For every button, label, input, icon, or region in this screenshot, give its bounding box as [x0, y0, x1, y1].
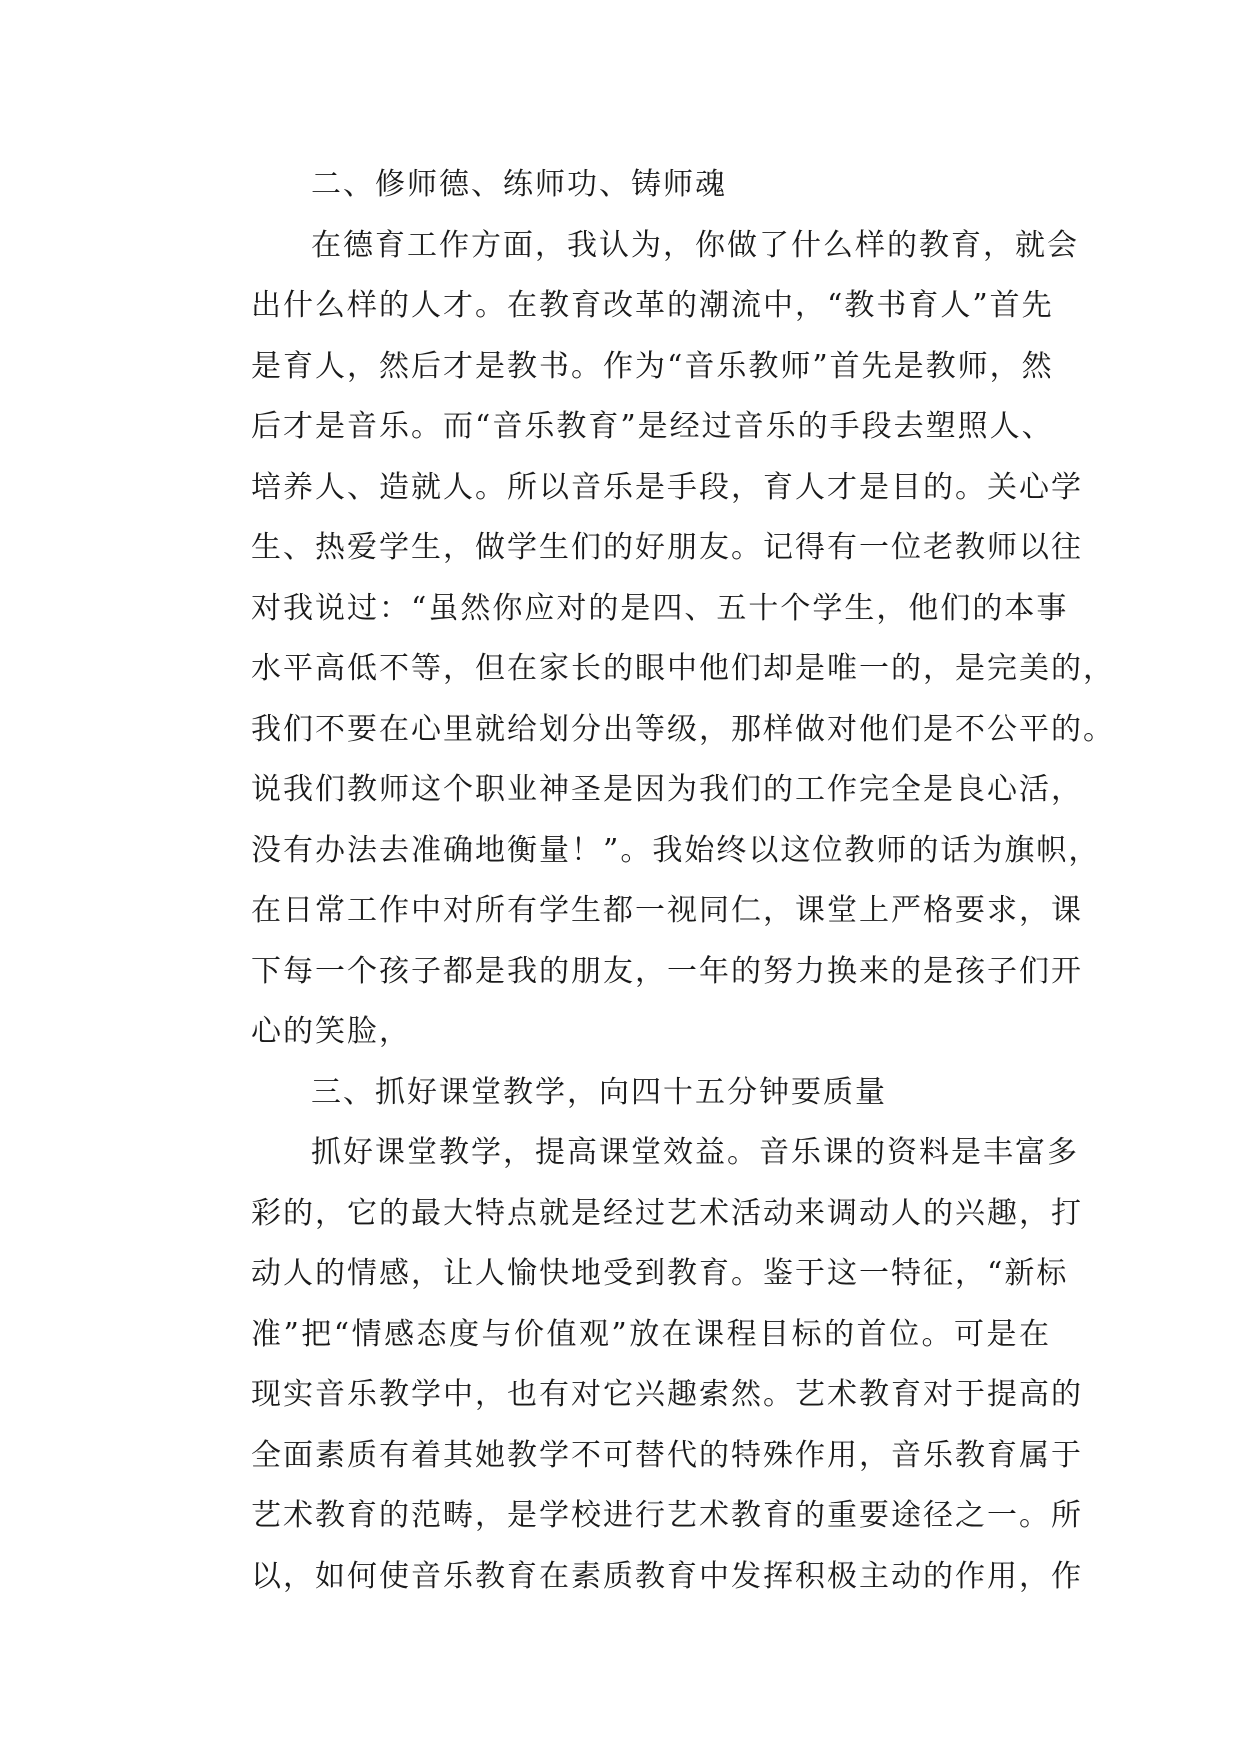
text-line: 出什么样的人才。在教育改革的潮流中，“教书育人”首先	[251, 288, 1054, 323]
text-line: 在德育工作方面，我认为，你做了什么样的教育，就会	[311, 227, 1079, 263]
text-line: 抓好课堂教学，提高课堂效益。音乐课的资料是丰富多	[311, 1135, 1079, 1170]
text-line: 艺术教育的范畴，是学校进行艺术教育的重要途径之一。所	[251, 1498, 1083, 1533]
body-paragraph-2	[191, 1123, 1083, 1607]
text-line: 水平高低不等，但在家长的眼中他们却是唯一的，是完美的，	[251, 651, 1115, 686]
text-line: 说我们教师这个职业神圣是因为我们的工作完全是良心活，	[251, 772, 1083, 807]
section-heading-2	[191, 155, 1051, 216]
body-paragraph-1	[191, 216, 1115, 1063]
text-line: 是育人，然后才是教书。作为“音乐教师”首先是教师，然	[251, 348, 1054, 384]
text-line: 以，如何使音乐教育在素质教育中发挥积极主动的作用，作	[251, 1558, 1083, 1594]
text-line: 在日常工作中对所有学生都一视同仁，课堂上严格要求，课	[251, 893, 1083, 928]
text-line: 准”把“情感态度与价值观”放在课程目标的首位。可是在	[251, 1316, 1051, 1352]
text-line: 我们不要在心里就给划分出等级，那样做对他们是不公平的。	[251, 711, 1115, 747]
text-line: 二、修师德、练师功、铸师魂	[311, 167, 727, 202]
text-line: 彩的，它的最大特点就是经过艺术活动来调动人的兴趣，打	[251, 1195, 1083, 1231]
text-line: 现实音乐教学中，也有对它兴趣索然。艺术教育对于提高的	[251, 1377, 1083, 1412]
text-line: 生、热爱学生，做学生们的好朋友。记得有一位老教师以往	[251, 530, 1083, 565]
document-page	[191, 155, 1115, 1607]
section-heading-3	[191, 1063, 1051, 1124]
text-line: 心的笑脸，	[251, 1014, 411, 1049]
text-line: 对我说过：“虽然你应对的是四、五十个学生，他们的本事	[251, 590, 1069, 626]
text-line: 三、抓好课堂教学，向四十五分钟要质量	[311, 1074, 887, 1110]
text-line: 动人的情感，让人愉快地受到教育。鉴于这一特征，“新标	[251, 1256, 1069, 1291]
text-line: 下每一个孩子都是我的朋友，一年的努力换来的是孩子们开	[251, 953, 1083, 989]
text-line: 后才是音乐。而“音乐教育”是经过音乐的手段去塑照人、	[251, 409, 1054, 444]
text-line: 全面素质有着其她教学不可替代的特殊作用，音乐教育属于	[251, 1437, 1083, 1473]
text-line: 没有办法去准确地衡量！”。我始终以这位教师的话为旗帜，	[251, 832, 1101, 868]
text-line: 培养人、造就人。所以音乐是手段，育人才是目的。关心学	[251, 469, 1083, 505]
